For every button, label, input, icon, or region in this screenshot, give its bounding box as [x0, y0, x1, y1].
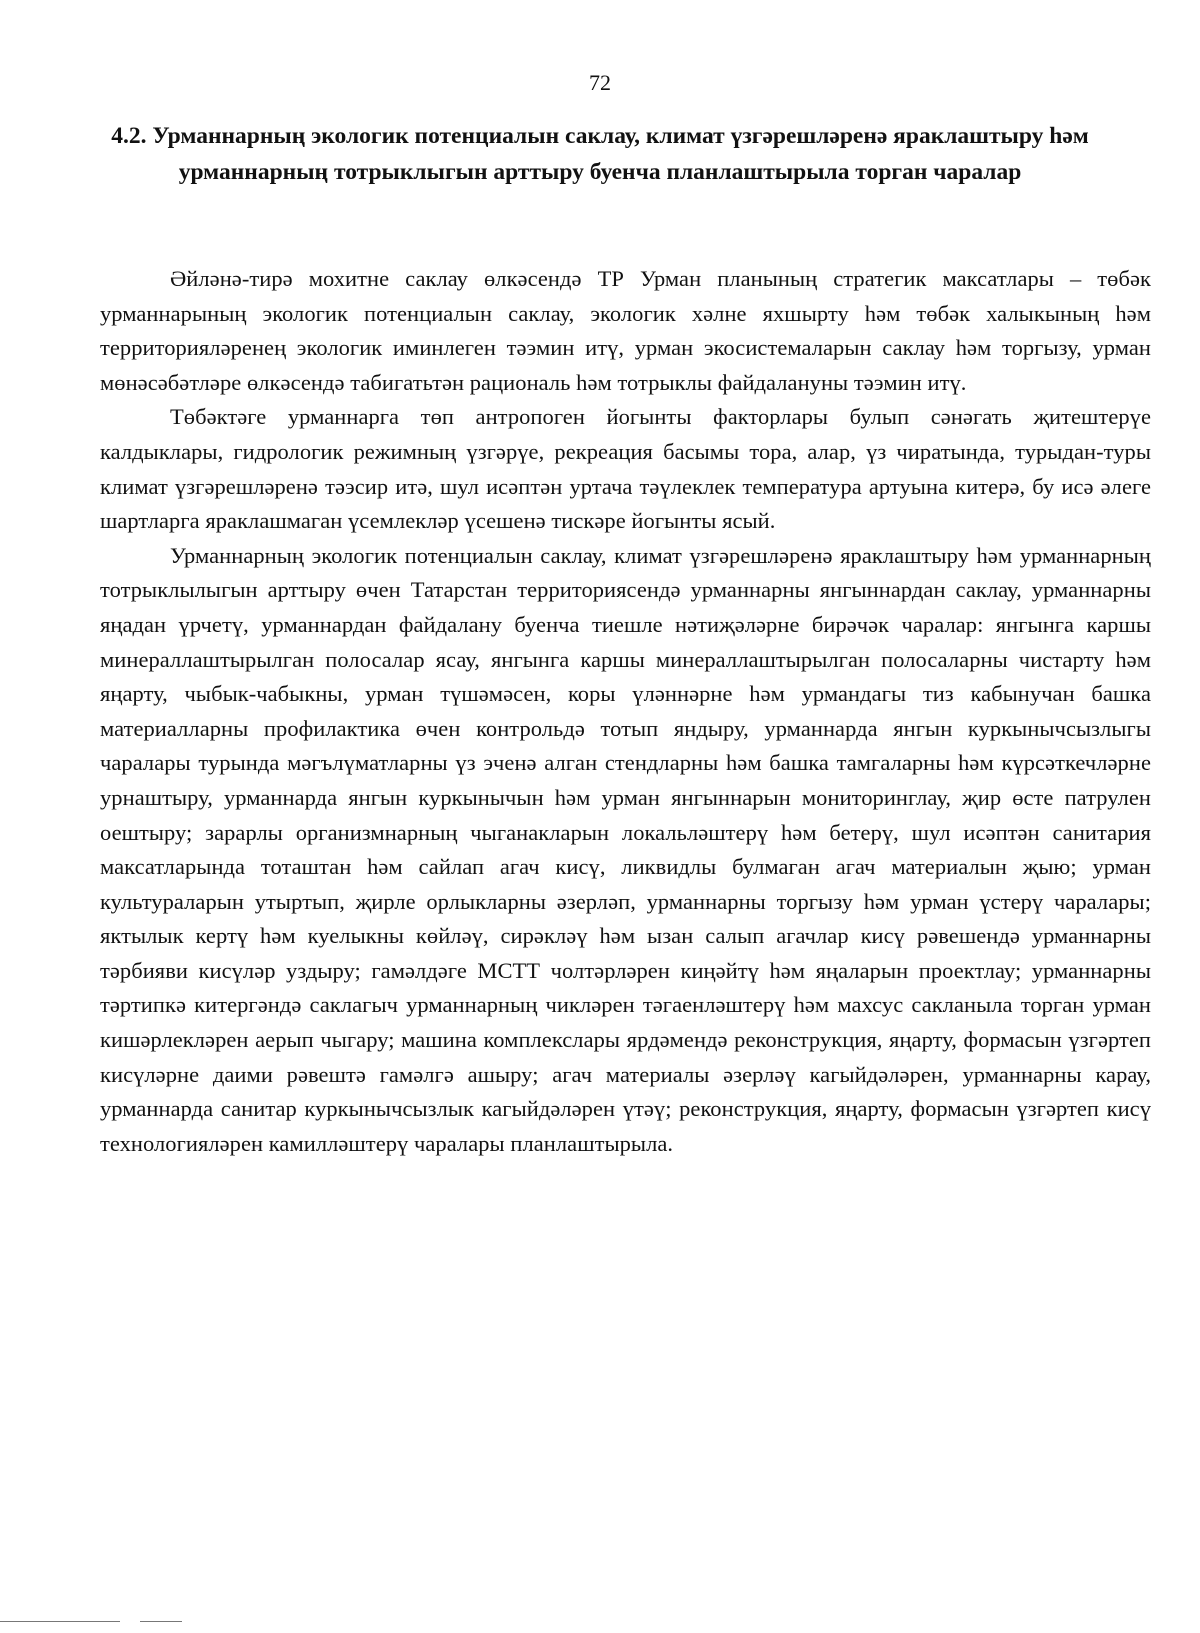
- footer-rule-short: [140, 1621, 182, 1622]
- paragraph-2: Төбәктәге урманнарга төп антропоген йогынты факторлары булып сәнәгать җитештерүе калдыклары, гидрологик режимның үзгәрүе, рекреация басымы тора, алар, үз чиратында, турыдан-туры климат үзгәрешләренә тәэсир итә, шул исәптән уртача тәүлеклек температура артуына китерә, бу исә әлеге шартларга яраклашмаган үсемлекләр үсешенә тискәре йогынты ясый.: [100, 404, 1151, 534]
- footer-rule: [0, 1621, 120, 1622]
- paragraph-3: Урманнарның экологик потенциалын саклау, климат үзгәрешләренә яраклаштыру һәм урманнарның тотрыклылыгын арттыру өчен Татарстан территориясендә урманнарны янгыннардан саклау, урманнарны яңадан үрчетү, урманнардан файдалану буенча тиешле нәтиҗәләрне бирәчәк чаралар: янгынга каршы минераллаштырылган полосалар ясау, янгынга каршы минераллаштырылган полосаларны чистарту һәм яңарту, чыбык-чабыкны, урман түшәмәсен, коры үләннәрне һәм урмандагы тиз кабынучан башка материалларны профилактика өчен контрольдә тотып яндыру, урманнарда янгын куркынычсызлыгы чаралары турында мәгълүматларны үз эченә алган стендларны һәм башка тамгаларны һәм күрсәткечләрне урнаштыру, урманнарда янгын куркынычын һәм урман янгыннарын мониторинглау, җир өсте патрулен оештыру; зарарлы организмнарның чыганакларын локальләштерү һәм бетерү, шул исәптән санитария максатларында тоташтан һәм сайлап агач кисү, ликвидлы булмаган агач материалын җыю; урман культураларын утыртып, җирле орлыкларны әзерләп, урманнарны торгызу һәм урман үстерү чаралары; яктылык кертү һәм куелыкны көйләү, сирәкләү һәм ызан салып агачлар кисү рәвешендә урманнарны тәрбияви кисүләр уздыру; гамәлдәге МСТТ чолтәрләрен киңәйтү һәм яңаларын проектлау; урманнарны тәртипкә китергәндә саклагыч урманнарның чикләрен тәгаенләштерү һәм махсус сакланыла торган урман кишәрлекләрен аерып чыгару; машина комплекслары ярдәмендә реконструкция, яңарту, формасын үзгәртеп кисүләрне даими рәвештә гамәлгә ашыру; агач материалы әзерләү кагыйдәләрен, урманнарны карау, урманнарда санитар куркынычсызлык кагыйдәләрен үтәү; реконструкция, яңарту, формасын үзгәртеп кисү технологияләрен камилләштерү чаралары планлаштырыла.: [100, 542, 1151, 1156]
- section-heading: 4.2. Урманнарның экологик потенциалын саклау, климат үзгәрешләренә яраклаштыру һәм урманнарның тотрыклыгын арттыру буенча планлаштырыла торган чаралар: [111, 123, 1089, 185]
- body-text: [100, 262, 1151, 1161]
- paragraph-1: Әйләнә-тирә мохитне саклау өлкәсендә ТР Урман планының стратегик максатлары – төбәк урманнарының экологик потенциалын саклау, экологик хәлне яхшырту һәм төбәк халыкының һәм территорияләренең экологик иминлеген тәэмин итү, урман экосистемаларын саклау һәм торгызу, урман мөнәсәбәтләре өлкәсендә табигатьтән рациональ һәм тотрыклы файдалануны тәэмин итү.: [100, 266, 1151, 395]
- page-number: 72: [589, 70, 611, 95]
